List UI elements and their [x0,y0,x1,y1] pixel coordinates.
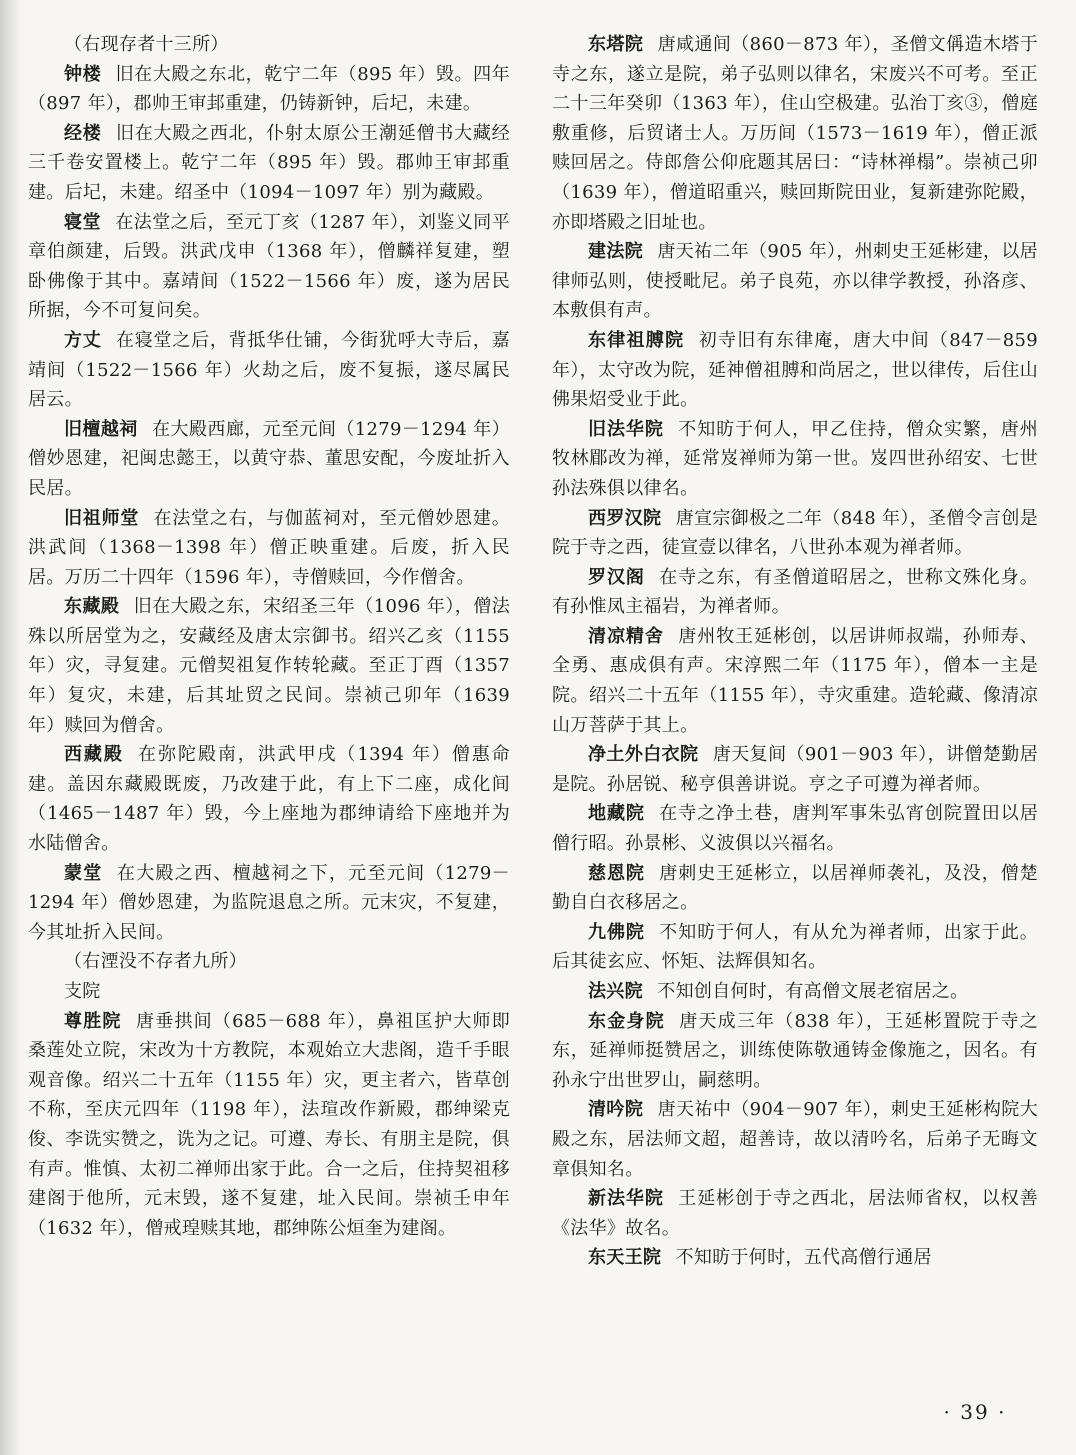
entry-paragraph [28,415,510,504]
entry-heading: 净土外白衣院 [588,744,699,766]
entry-heading: 旧法华院 [588,418,664,440]
entry-paragraph [552,237,1038,326]
entry-heading: 旧祖师堂 [64,507,140,529]
entry-text: 在大殿西廊，元至元间（1279－1294 年）僧妙恩建，祀闽忠懿王，以黄守恭、董思安配，今废址折入民居。 [28,418,510,499]
entry-paragraph [28,592,510,740]
entry-heading: 尊胜院 [64,1010,122,1032]
entry-paragraph [28,859,510,948]
entry-paragraph [552,504,1038,563]
entry-paragraph [552,415,1038,504]
entry-heading: 清凉精舍 [588,625,664,647]
entry-text: 在法堂之后，至元丁亥（1287 年），刘鉴义同平章伯颜建，后毁。洪武戊申（1368 年），僧麟祥复建，塑卧佛像于其中。嘉靖间（1522－1566 年）废，遂为居民所据，今不可复问矣。 [28,211,510,322]
entry-heading: 九佛院 [588,921,645,943]
entry-text: 初寺旧有东律庵，唐大中间（847－859 年），太守改为院，延神僧祖膊和尚居之，世以律传，后住山佛果炤受业于此。 [552,329,1039,411]
entry-heading: 东藏殿 [64,596,120,618]
entry-paragraph [552,1095,1038,1184]
entry-paragraph [552,859,1038,918]
entry-paragraph [552,563,1038,622]
entry-text: 唐刺史王延彬立，以居禅师袭礼，及没，僧楚勤自白衣移居之。 [552,862,1038,914]
entry-heading: 罗汉阁 [588,566,645,588]
entry-text: 在法堂之右，与伽蓝祠对，至元僧妙恩建。洪武间（1368－1398 年）僧正映重建。后废，折入民居。万历二十四年（1596 年），寺僧赎回，今作僧舍。 [28,507,511,588]
entry-paragraph [28,119,510,208]
entry-heading: 东金身院 [588,1010,665,1032]
entry-text: 唐宣宗御极之二年（848 年），圣僧令言创是院于寺之西，徒宣壹以律名，八世孙本观为禅者师。 [552,507,1038,559]
entry-heading: 旧檀越祠 [64,418,138,440]
binding-shadow [0,0,22,1455]
entry-paragraph [552,326,1038,415]
entry-text: 在寺之净土巷，唐判军事朱弘宵创院置田以居僧行昭。孙景彬、义波俱以兴福名。 [552,803,1038,855]
entry-heading: 寝堂 [64,211,101,233]
section-heading: （右现存者十三所） [64,34,229,55]
entry-paragraph [552,740,1038,799]
entry-paragraph [28,208,510,326]
entry-text: 唐咸通间（860－873 年），圣僧文偁造木塔于寺之东，遂立是院，弟子弘则以律名，宋废兴不可考。至正二十三年癸卯（1363 年），住山空极建。弘治丁亥③，僧庭敷重修，后贸诸士人。万历间（1573－1619 年），僧正派赎回居之。侍郎詹公仰庇题其居曰：“诗林禅榻”。崇祯己卯（1639 年），僧道昭重兴，赎回斯院田业，复新建弥陀殿，亦即塔殿之旧址也。 [552,34,1038,233]
entry-paragraph [552,918,1038,977]
entry-paragraph [28,1007,510,1244]
entry-paragraph [552,977,1038,1007]
entry-text: 不知创自何时，有高僧文展老宿居之。 [657,981,969,1002]
entry-paragraph [28,60,510,119]
entry-paragraph [552,30,1038,237]
entry-text: 唐垂拱间（685－688 年），鼻祖匡护大师即桑莲处立院，宋改为十方教院，本观始立大悲阁，造千手眼观音像。绍兴二十五年（1155 年）灾，更主者六，皆草创不称，至庆元四年（1198 年），法瑄改作新殿，郡绅梁克俊、李诜实赞之，诜为之记。可遵、寿长、有朋主是院，俱有声。惟慎、太初二禅师出家于此。合一之后，住持契祖移建阁于他所，元末毁，遂不复建，址入民间。崇祯壬申年（1632 年），僧戒瑝赎其地，郡绅陈公烜奎为建阁。 [28,1010,510,1239]
entry-heading: 地藏院 [588,803,645,825]
section-heading: 支院 [64,981,101,1002]
entry-text: 旧在大殿之东北，乾宁二年（895 年）毁。四年（897 年），郡帅王审邽重建，仍铸新钟，后圮，未建。 [28,63,510,115]
entry-text: 不知昉于何时，五代高僧行通居 [675,1247,932,1269]
entry-text: 唐天成三年（838 年），王延彬置院于寺之东，延禅师挺赞居之，训练使陈敬通铸金像施之，因名。有孙永宁出世罗山，嗣慈明。 [552,1010,1038,1091]
entry-text: 在寝堂之后，背抵华仕铺，今街犹呼大寺后，嘉靖间（1522－1566 年）火劫之后，废不复振，遂尽属民居云。 [28,329,510,411]
section-heading: （右湮没不存者九所） [64,951,247,973]
entry-heading: 新法华院 [588,1188,664,1210]
entry-heading: 慈恩院 [588,862,645,884]
entry-heading: 建法院 [588,241,643,263]
entry-heading: 经楼 [64,122,102,144]
entry-paragraph [28,504,510,593]
entry-heading: 清吟院 [588,1099,644,1121]
entry-paragraph [552,622,1038,740]
entry-paragraph [552,1184,1038,1243]
entry-heading: 钟楼 [64,63,102,85]
entry-text: 王延彬创于寺之西北，居法师省权，以权善《法华》故名。 [552,1188,1038,1239]
entry-text: 唐州牧王延彬创，以居讲师叔端，孙师寿、全勇、惠成俱有声。宋淳熙二年（1175 年），僧本一主是院。绍兴二十五年（1155 年），寺灾重建。造轮藏、像清凉山万菩萨于其上。 [552,625,1038,736]
entry-heading: 西罗汉院 [588,507,662,529]
right-column [552,30,1038,1273]
entry-heading: 法兴院 [588,981,643,1002]
entry-text: 旧在大殿之东，宋绍圣三年（1096 年），僧法殊以所居堂为之，安藏经及唐太宗御书。绍兴乙亥（1155 年）灾，寻复建。元僧契祖复作转轮藏。至正丁酉（1357 年）复灾，未建，后其址贸之民间。崇祯己卯年（1639 年）赎回为僧舍。 [28,596,510,736]
page-number: · 39 · [943,1400,1007,1424]
entry-heading: 西藏殿 [64,744,124,766]
entry-paragraph [552,799,1038,858]
entry-paragraph [552,1007,1038,1096]
entry-text: 在弥陀殿南，洪武甲戌（1394 年）僧惠命建。盖因东藏殿既废，乃改建于此，有上下二座，成化间（1465－1487 年）毁，今上座地为郡绅请给下座地并为水陆僧舍。 [28,744,510,855]
entry-text: 在寺之东，有圣僧道昭居之，世称文殊化身。有孙惟凤主福岩，为禅者师。 [552,566,1038,618]
entry-paragraph [552,1243,1038,1273]
entry-heading: 蒙堂 [64,862,103,884]
entry-text: 旧在大殿之西北，仆射太原公王潮延僧书大藏经三千卷安置楼上。乾宁二年（895 年）毁。郡帅王审邽重建。后圮，未建。绍圣中（1094－1097 年）别为藏殿。 [28,122,510,203]
entry-text: 不知昉于何人，有从允为禅者师，出家于此。后其徒玄应、怀矩、法辉俱知名。 [552,921,1038,973]
entry-paragraph [28,740,510,858]
entry-text: 唐天祐二年（905 年），州刺史王延彬建，以居律师弘则，使授毗尼。弟子良苑，亦以律学教授，孙洛彦、本敷俱有声。 [552,241,1038,322]
entry-text: 不知昉于何人，甲乙住持，僧众实繁，唐州牧林郿改为禅，延常岌禅师为第一世。岌四世孙绍安、七世孙法殊俱以律名。 [552,418,1038,499]
entry-heading: 东塔院 [588,34,644,55]
entry-heading: 方丈 [64,329,102,351]
left-column [28,30,510,1243]
entry-heading: 东律祖膊院 [588,329,685,351]
entry-text: 唐天祐中（904－907 年），刺史王延彬构院大殿之东，居法师文超，超善诗，故以清吟名，后弟子无晦文章俱知名。 [552,1099,1038,1180]
entry-heading: 东天王院 [588,1247,662,1269]
entry-text: 唐天复间（901－903 年），讲僧楚勤居是院。孙居锐、秘亨俱善讲说。亨之子可遵为禅者师。 [552,744,1038,795]
entry-text: 在大殿之西、檀越祠之下，元至元间（1279－1294 年）僧妙恩建，为监院退息之所。元末灾，不复建，今其址折入民间。 [28,862,510,943]
entry-paragraph [28,326,510,415]
